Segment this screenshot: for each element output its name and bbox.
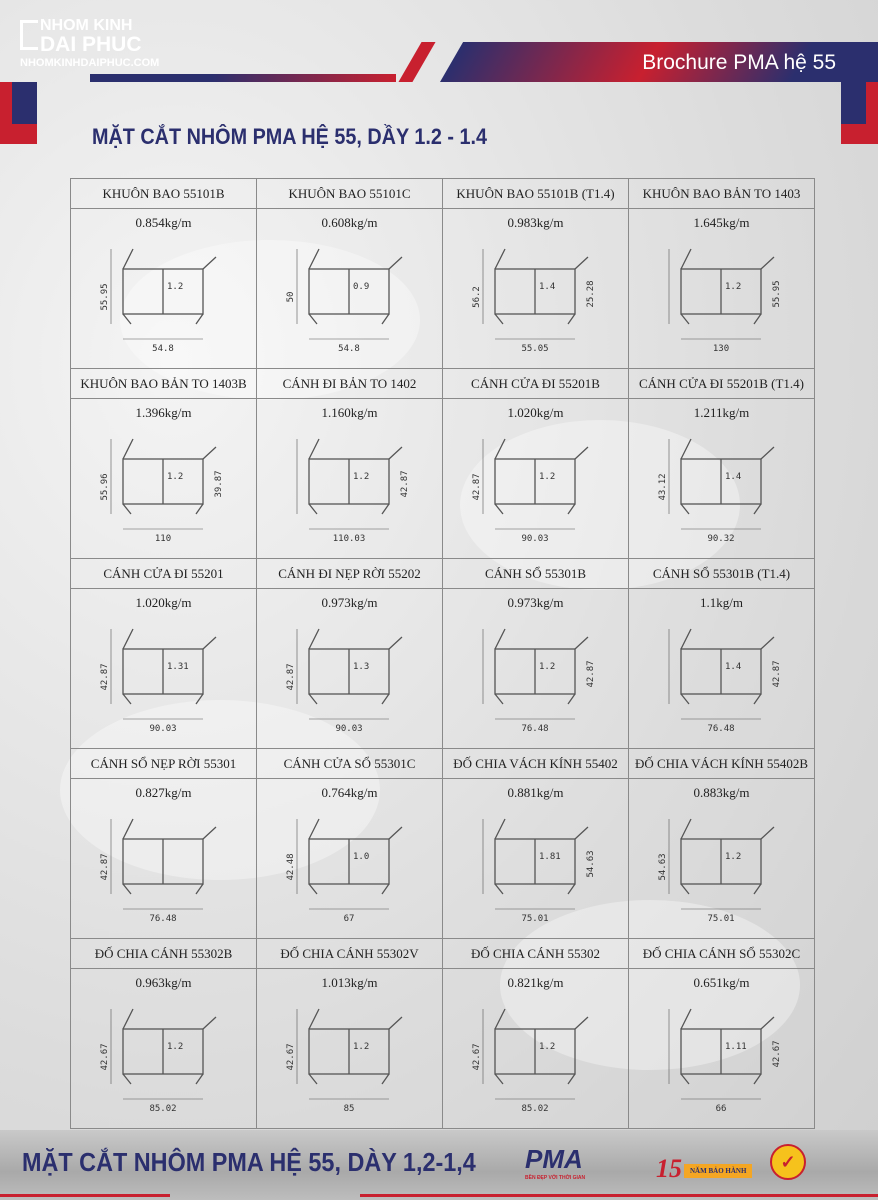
dim-width: 75.01 [521,914,549,924]
profile-weight: 1.396kg/m [135,405,192,420]
profile-weight: 1.645kg/m [693,215,750,230]
profile-drawing [443,619,629,744]
profile-name: CÁNH ĐI NẸP RỜI 55202 [257,559,442,589]
dim-right: 54.63 [586,850,596,878]
dim-height: 42.67 [100,1043,110,1071]
profile-drawing [629,619,815,744]
dim-width: 85.02 [521,1104,549,1114]
brochure-label: Brochure PMA hệ 55 [642,51,836,74]
profile-name: KHUÔN BAO 55101C [257,179,442,209]
dim-thickness: 1.4 [725,662,742,672]
dim-right: 42.87 [772,660,782,688]
dim-width: 55.05 [521,344,549,354]
dim-thickness: 0.9 [353,282,370,292]
profile-name: KHUÔN BAO 55101B [71,179,256,209]
profile-cell [629,559,815,749]
profile-weight: 0.651kg/m [693,975,750,990]
dim-height: 56.2 [472,286,482,308]
profile-cell [71,559,257,749]
profile-weight: 1.211kg/m [693,405,750,420]
profile-name: CÁNH CỬA ĐI 55201B [443,369,628,399]
dim-thickness: 1.2 [353,472,370,482]
dim-thickness: 1.0 [353,852,370,862]
corner-deco-left [0,82,37,144]
profile-cell [629,749,815,939]
profile-cell [443,369,629,559]
dim-right: 25.28 [586,280,596,308]
profile-cell [71,749,257,939]
profile-weight: 0.963kg/m [135,975,192,990]
dim-width: 85.02 [149,1104,177,1114]
dim-right: 42.67 [772,1040,782,1068]
dim-thickness: 1.2 [167,1042,184,1052]
profile-drawing [443,999,629,1124]
profile-drawing [257,809,443,934]
profile-weight: 0.881kg/m [507,785,564,800]
logo-mark-icon [20,20,38,50]
profile-drawing [443,809,629,934]
profile-name: ĐỐ CHIA CÁNH 55302B [71,939,256,969]
profile-cell [257,939,443,1129]
profile-weight: 1.020kg/m [135,595,192,610]
dim-width: 76.48 [521,724,549,734]
profile-name: KHUÔN BAO BẢN TO 1403B [71,369,256,399]
dim-width: 75.01 [707,914,735,924]
dim-width: 110 [154,534,172,544]
profile-drawing [71,239,257,364]
profile-cell [71,179,257,369]
brand-logo: NHOM KINH DAI PHUC NHOMKINHDAIPHUC.COM [20,17,160,69]
profile-name: CÁNH CỬA SỔ 55301C [257,749,442,779]
profile-name: CÁNH SỔ 55301B (T1.4) [629,559,814,589]
dim-right: 42.87 [400,470,410,498]
dim-width: 76.48 [149,914,177,924]
profile-weight: 1.013kg/m [321,975,378,990]
dim-height: 54.63 [658,853,668,881]
dim-height: 42.87 [472,473,482,501]
profile-name: ĐỐ CHIA VÁCH KÍNH 55402B [629,749,814,779]
dim-thickness: 1.11 [725,1042,747,1052]
dim-height: 42.87 [100,853,110,881]
profile-weight: 0.854kg/m [135,215,192,230]
dim-height: 42.67 [286,1043,296,1071]
dim-width: 76.48 [707,724,735,734]
dim-width: 90.32 [707,534,735,544]
profile-weight: 0.821kg/m [507,975,564,990]
profile-drawing [71,999,257,1124]
profile-cell [443,939,629,1129]
profile-name: CÁNH ĐI BẢN TO 1402 [257,369,442,399]
dim-thickness: 1.2 [539,662,556,672]
dim-width: 90.03 [149,724,177,734]
dim-thickness: 1.4 [539,282,556,292]
profile-cell [257,749,443,939]
dim-thickness: 1.81 [539,852,561,862]
dim-width: 54.8 [152,344,174,354]
dim-width: 54.8 [338,344,360,354]
dim-height: 42.48 [286,853,296,881]
dim-height: 55.96 [100,473,110,501]
profile-cell [629,179,815,369]
profile-cell [629,939,815,1129]
page-title: MẶT CẮT NHÔM PMA HỆ 55, DẦY 1.2 - 1.4 [92,124,487,149]
profile-weight: 1.1kg/m [700,595,743,610]
dim-right: 55.95 [772,280,782,308]
profile-weight: 0.883kg/m [693,785,750,800]
footer [0,1130,878,1200]
dim-width: 110.03 [332,534,366,544]
profile-weight: 0.608kg/m [321,215,378,230]
pma-logo: PMA BỀN ĐẸP VỚI THỜI GIAN [525,1144,586,1181]
dim-width: 67 [343,914,355,924]
profile-drawing [257,999,443,1124]
dim-height: 55.95 [100,283,110,311]
profile-weight: 0.827kg/m [135,785,192,800]
footer-line-right [360,1194,878,1197]
dim-width: 130 [712,344,730,354]
dim-thickness: 1.2 [167,472,184,482]
profile-drawing [443,429,629,554]
header-slash [398,42,435,82]
header-band-left [90,74,396,82]
profile-weight: 0.973kg/m [321,595,378,610]
profile-drawing [71,809,257,934]
profile-drawing [257,619,443,744]
profile-cell [257,559,443,749]
profile-weight: 1.020kg/m [507,405,564,420]
profile-cell [443,179,629,369]
profile-drawing [71,619,257,744]
profile-cell [629,369,815,559]
quality-seal-icon: ✓ [770,1144,806,1180]
footer-line-left [0,1194,170,1197]
dim-thickness: 1.2 [539,472,556,482]
profile-drawing [257,429,443,554]
profile-cell [71,939,257,1129]
dim-width: 85 [343,1104,355,1114]
footer-title: MẶT CẮT NHÔM PMA HỆ 55, DÀY 1,2-1,4 [22,1147,476,1177]
profile-name: CÁNH SỔ NẸP RỜI 55301 [71,749,256,779]
profile-drawing [257,239,443,364]
profile-name: ĐỐ CHIA CÁNH 55302V [257,939,442,969]
dim-width: 90.03 [335,724,363,734]
profile-drawing [443,239,629,364]
dim-thickness: 1.31 [167,662,189,672]
profile-cell [257,369,443,559]
dim-right: 42.87 [586,660,596,688]
dim-thickness: 1.4 [725,472,742,482]
profile-table [70,178,815,1129]
dim-thickness: 1.2 [167,282,184,292]
profile-weight: 0.973kg/m [507,595,564,610]
dim-thickness: 1.2 [353,1042,370,1052]
corner-deco-right [841,82,878,144]
profile-cell [71,369,257,559]
dim-height: 43.12 [658,473,668,501]
profile-name: CÁNH CỬA ĐI 55201 [71,559,256,589]
profile-name: CÁNH SỔ 55301B [443,559,628,589]
profile-name: ĐỐ CHIA CÁNH SỔ 55302C [629,939,814,969]
dim-width: 90.03 [521,534,549,544]
dim-height: 50 [286,291,296,303]
profile-name: CÁNH CỬA ĐI 55201B (T1.4) [629,369,814,399]
profile-drawing [629,429,815,554]
dim-thickness: 1.2 [725,282,742,292]
profile-weight: 0.983kg/m [507,215,564,230]
dim-thickness: 1.3 [353,662,370,672]
warranty-badge: 15 NĂM BẢO HÀNH [656,1154,752,1184]
profile-name: ĐỐ CHIA VÁCH KÍNH 55402 [443,749,628,779]
profile-drawing [629,999,815,1124]
dim-height: 42.87 [100,663,110,691]
profile-weight: 0.764kg/m [321,785,378,800]
dim-thickness: 1.2 [539,1042,556,1052]
profile-weight: 1.160kg/m [321,405,378,420]
profile-cell [443,749,629,939]
profile-name: ĐỐ CHIA CÁNH 55302 [443,939,628,969]
profile-drawing [629,239,815,364]
profile-name: KHUÔN BAO BẢN TO 1403 [629,179,814,209]
profile-cell [443,559,629,749]
dim-right: 39.87 [214,470,224,498]
profile-cell [257,179,443,369]
dim-width: 66 [715,1104,727,1114]
dim-thickness: 1.2 [725,852,742,862]
profile-drawing [629,809,815,934]
dim-height: 42.67 [472,1043,482,1071]
profile-drawing [71,429,257,554]
dim-height: 42.87 [286,663,296,691]
profile-name: KHUÔN BAO 55101B (T1.4) [443,179,628,209]
